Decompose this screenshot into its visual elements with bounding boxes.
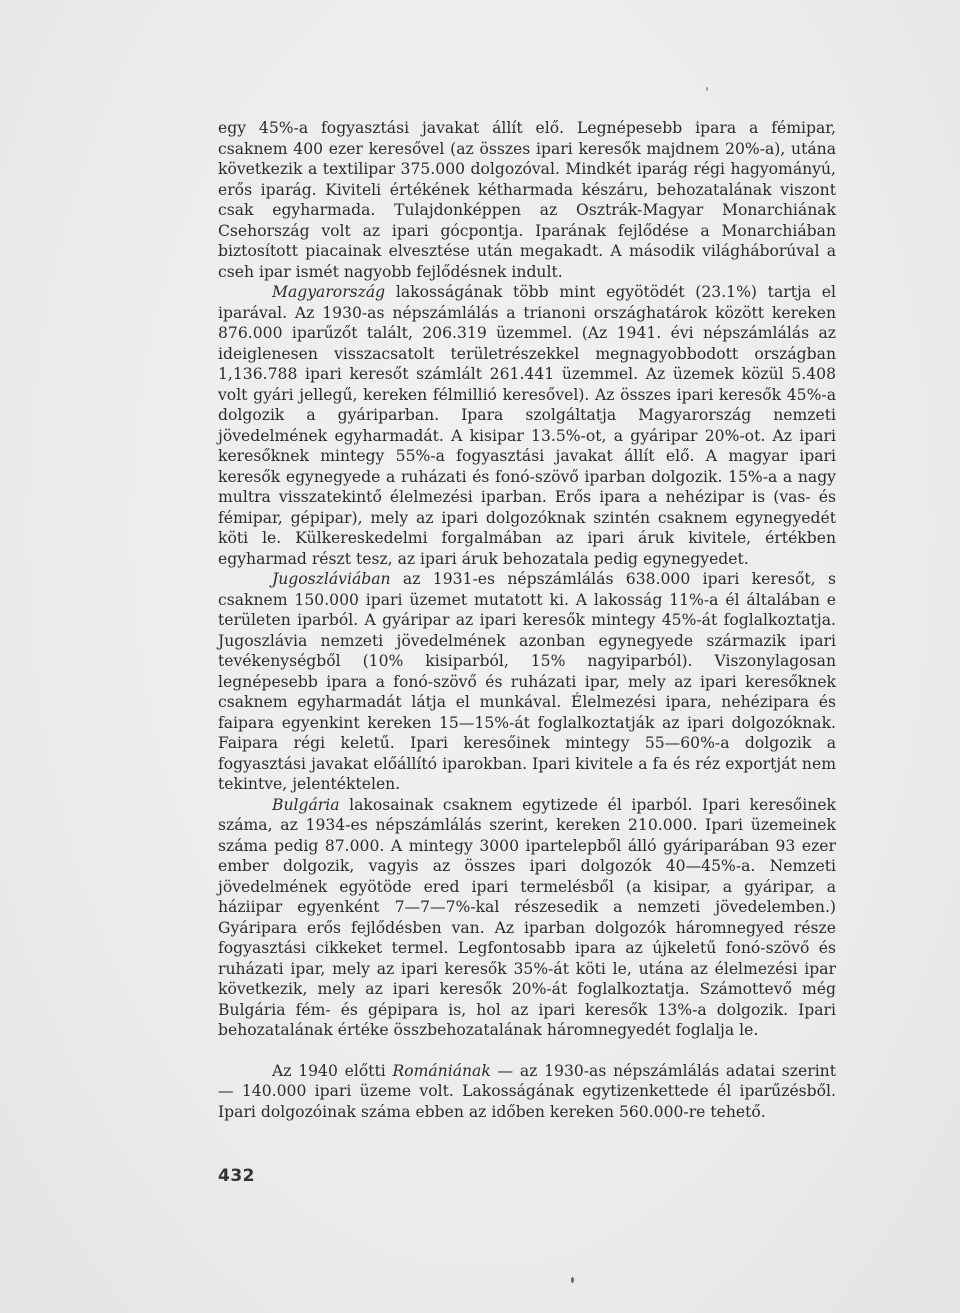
country-name-romania: Romániának — [392, 1061, 491, 1080]
page-number: 432 — [218, 1166, 255, 1186]
scan-speck — [571, 1277, 574, 1283]
paragraph-yugoslavia — [218, 569, 836, 795]
paragraph-text: egy 45%-a fogyasztási javakat állít elő. Legnépesebb ipara a fémipar, csaknem 400 ezer keresővel (az összes ipari keresők majdnem 20%-a), utána következik a textilipar 375.000 dolgozóval. Mindkét iparág régi hagyományú, erős iparág. Kiviteli értékének kétharmada készáru, behozatalának viszont csak egyharmada. Tulajdonképpen az Osztrák-Magyar Monarchiának Csehország volt az ipari gócpontja. Iparának fejlődése a Monarchiában biztosított piacainak elvesztése után megakadt. A második világháborúval a cseh ipar ismét nagyobb fejlődésnek indult. — [218, 119, 836, 281]
country-name-yugoslavia: Jugoszláviában — [272, 570, 391, 588]
country-name-hungary: Magyarország — [272, 283, 386, 301]
paragraph-hungary — [218, 282, 836, 569]
country-name-bulgaria: Bulgária — [272, 795, 340, 814]
paragraph-text: az 1931-es népszámlálás 638.000 ipari keresőt, s csaknem 150.000 ipari üzemet mutatott ki. A lakosság 11%-a él általában e területen iparból. A gyáripar az ipari keresők mintegy 45%-át foglalkoztatja. Jugoszlávia nemzeti jövedelmének azonban egynegyede származik ipari tevékenységből (10% kisiparból, 15% nagyiparból). Viszonylagosan legnépesebb ipara a fonó-szövő és ruházati ipar, mely az ipari keresőknek csaknem egyharmadát látja el munkával. Élelmezési ipara, nehézipara és faipara egyenkint kereken 15—15%-át foglalkoztatják az ipari dolgozóknak. Faipara régi keletű. Ipari keresőinek mintegy 55—60%-a dolgozik a fogyasztási javakat előállító iparokban. Ipari kivitele a fa és réz exportját nem tekintve, jelentéktelen. — [218, 570, 836, 793]
paragraph-text: lakosainak csaknem egytizede él iparból. Ipari keresőinek száma, az 1934-es népszámlálás szerint, kereken 210.000. Ipari üzemeinek száma pedig 87.000. A mintegy 3000 ipartelepből álló gyáriparában 93 ezer ember dolgozik, vagyis az összes ipari dolgozók 40—45%-a. Nemzeti jövedelmének egyötöde ered ipari termelésből (a kisipar, a gyáripar, a háziipar egyenként 7—7—7%-kal részesedik a nemzeti jövedelemben.) Gyáripara erős fejlődésben van. Az iparban dolgozók háromnegyed része fogyasztási cikkeket termel. Legfontosabb ipara az újkeletű fonó-szövő és ruházati ipar, mely az ipari keresők 35%-át köti le, utána az élelmezési ipar következik, mely az ipari keresők 20%-át foglalkoztatja. Számottevő még Bulgária fém- és gépipara is, hol az ipari keresők 13%-a dolgozik. Ipari behozatalának értéke összbehozatalának háromnegyedét foglalja le. — [218, 795, 836, 1039]
scan-speck — [706, 87, 708, 91]
paragraph-text: — az 1930-as népszámlálás adatai szerint — 140.000 ipari üzeme volt. Lakosságának egytizenkettede él iparűzésből. Ipari dolgozóinak száma ebben az időben kereken 560.000-re tehető. — [218, 1061, 836, 1121]
paragraph-text: lakosságának több mint egyötödét (23.1%) tartja el iparával. Az 1930-as népszámlálás a trianoni országhatárok között kereken 876.000 iparűzőt talált, 206.319 üzemmel. (Az 1941. évi népszámlálás az ideiglenesen visszacsatolt területrészekkel megnagyobbodott országban 1,136.788 ipari keresőt számlált 261.441 üzemmel. Az üzemek közül 5.408 volt gyári jellegű, kereken félmillió keresővel). Az összes ipari keresők 45%-a dolgozik a gyáriparban. Ipara szolgáltatja Magyarország nemzeti jövedelmének egyharmadát. A kisipar 13.5%-ot, a gyáripar 20%-ot. Az ipari keresőknek mintegy 55%-a fogyasztási javakat állít elő. A magyar ipari keresők egynegyede a ruházati és fonó-szövő iparban dolgozik. 15%-a a nagy multra visszatekintő élelmezési iparban. Erős ipara a nehézipar is (vas- és fémipar, gépipar), mely az ipari dolgozóknak szintén csaknem egynegyedét köti le. Külkereskedelmi forgalmában az ipari áruk kivitele, értékben egyharmad részt tesz, az ipari áruk behozatala pedig egynegyedet. — [218, 283, 836, 568]
paragraph-romania — [218, 1061, 836, 1123]
paragraph-czech-industry — [218, 118, 836, 282]
paragraph-lead: Az 1940 előtti — [272, 1061, 393, 1080]
paragraph-bulgaria — [218, 795, 836, 1041]
body-text — [218, 118, 836, 1122]
